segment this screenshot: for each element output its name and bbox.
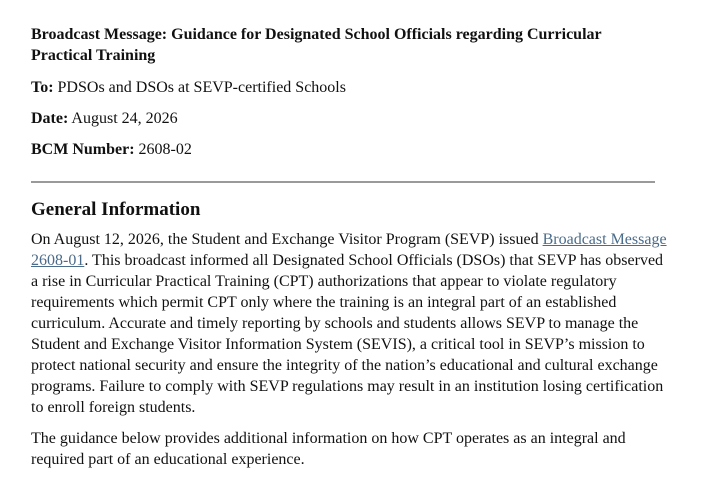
date-line [31, 108, 666, 129]
date-value: August 24, 2026 [68, 110, 178, 127]
recipient-line [31, 77, 666, 98]
recipient-value: PDSOs and DSOs at SEVP-certified Schools [53, 79, 346, 96]
horizontal-divider [31, 181, 655, 183]
body-paragraph-1 [31, 229, 671, 418]
bcm-number-value: 2608-02 [134, 141, 192, 158]
document-title: Broadcast Message: Guidance for Designated School Officials regarding Curricular Practical Training [31, 26, 602, 64]
bcm-number-line [31, 139, 666, 160]
broadcast-message-link[interactable]: Broadcast Message 2608-01 [31, 231, 667, 269]
bcm-number-label: BCM Number: [31, 141, 135, 158]
recipient-label: To: [31, 79, 54, 96]
section-heading: General Information [31, 199, 201, 220]
paragraph-text-after-link: . This broadcast informed all Designated School Officials (DSOs) that SEVP has observed a rise in Curricular Practical Training (CPT) authorizations that appear to violate regulatory requirements which permit CPT only where the training is an integral part of an established curriculum. Accurate and timely reporting by schools and students allows SEVP to manage the Student and Exchange Visitor Information System (SEVIS), a critical tool in SEVP’s mission to protect national security and ensure the integrity of the nation’s educational and cultural exchange programs. Failure to comply with SEVP regulations may result in an institution losing certification to enroll foreign students. [31, 252, 664, 416]
body-paragraph-2: The guidance below provides additional information on how CPT operates as an integral and required part of an educational experience. [31, 430, 626, 468]
paragraph-text-before-link: On August 12, 2026, the Student and Exchange Visitor Program (SEVP) issued [31, 231, 543, 248]
date-label: Date: [31, 110, 69, 127]
